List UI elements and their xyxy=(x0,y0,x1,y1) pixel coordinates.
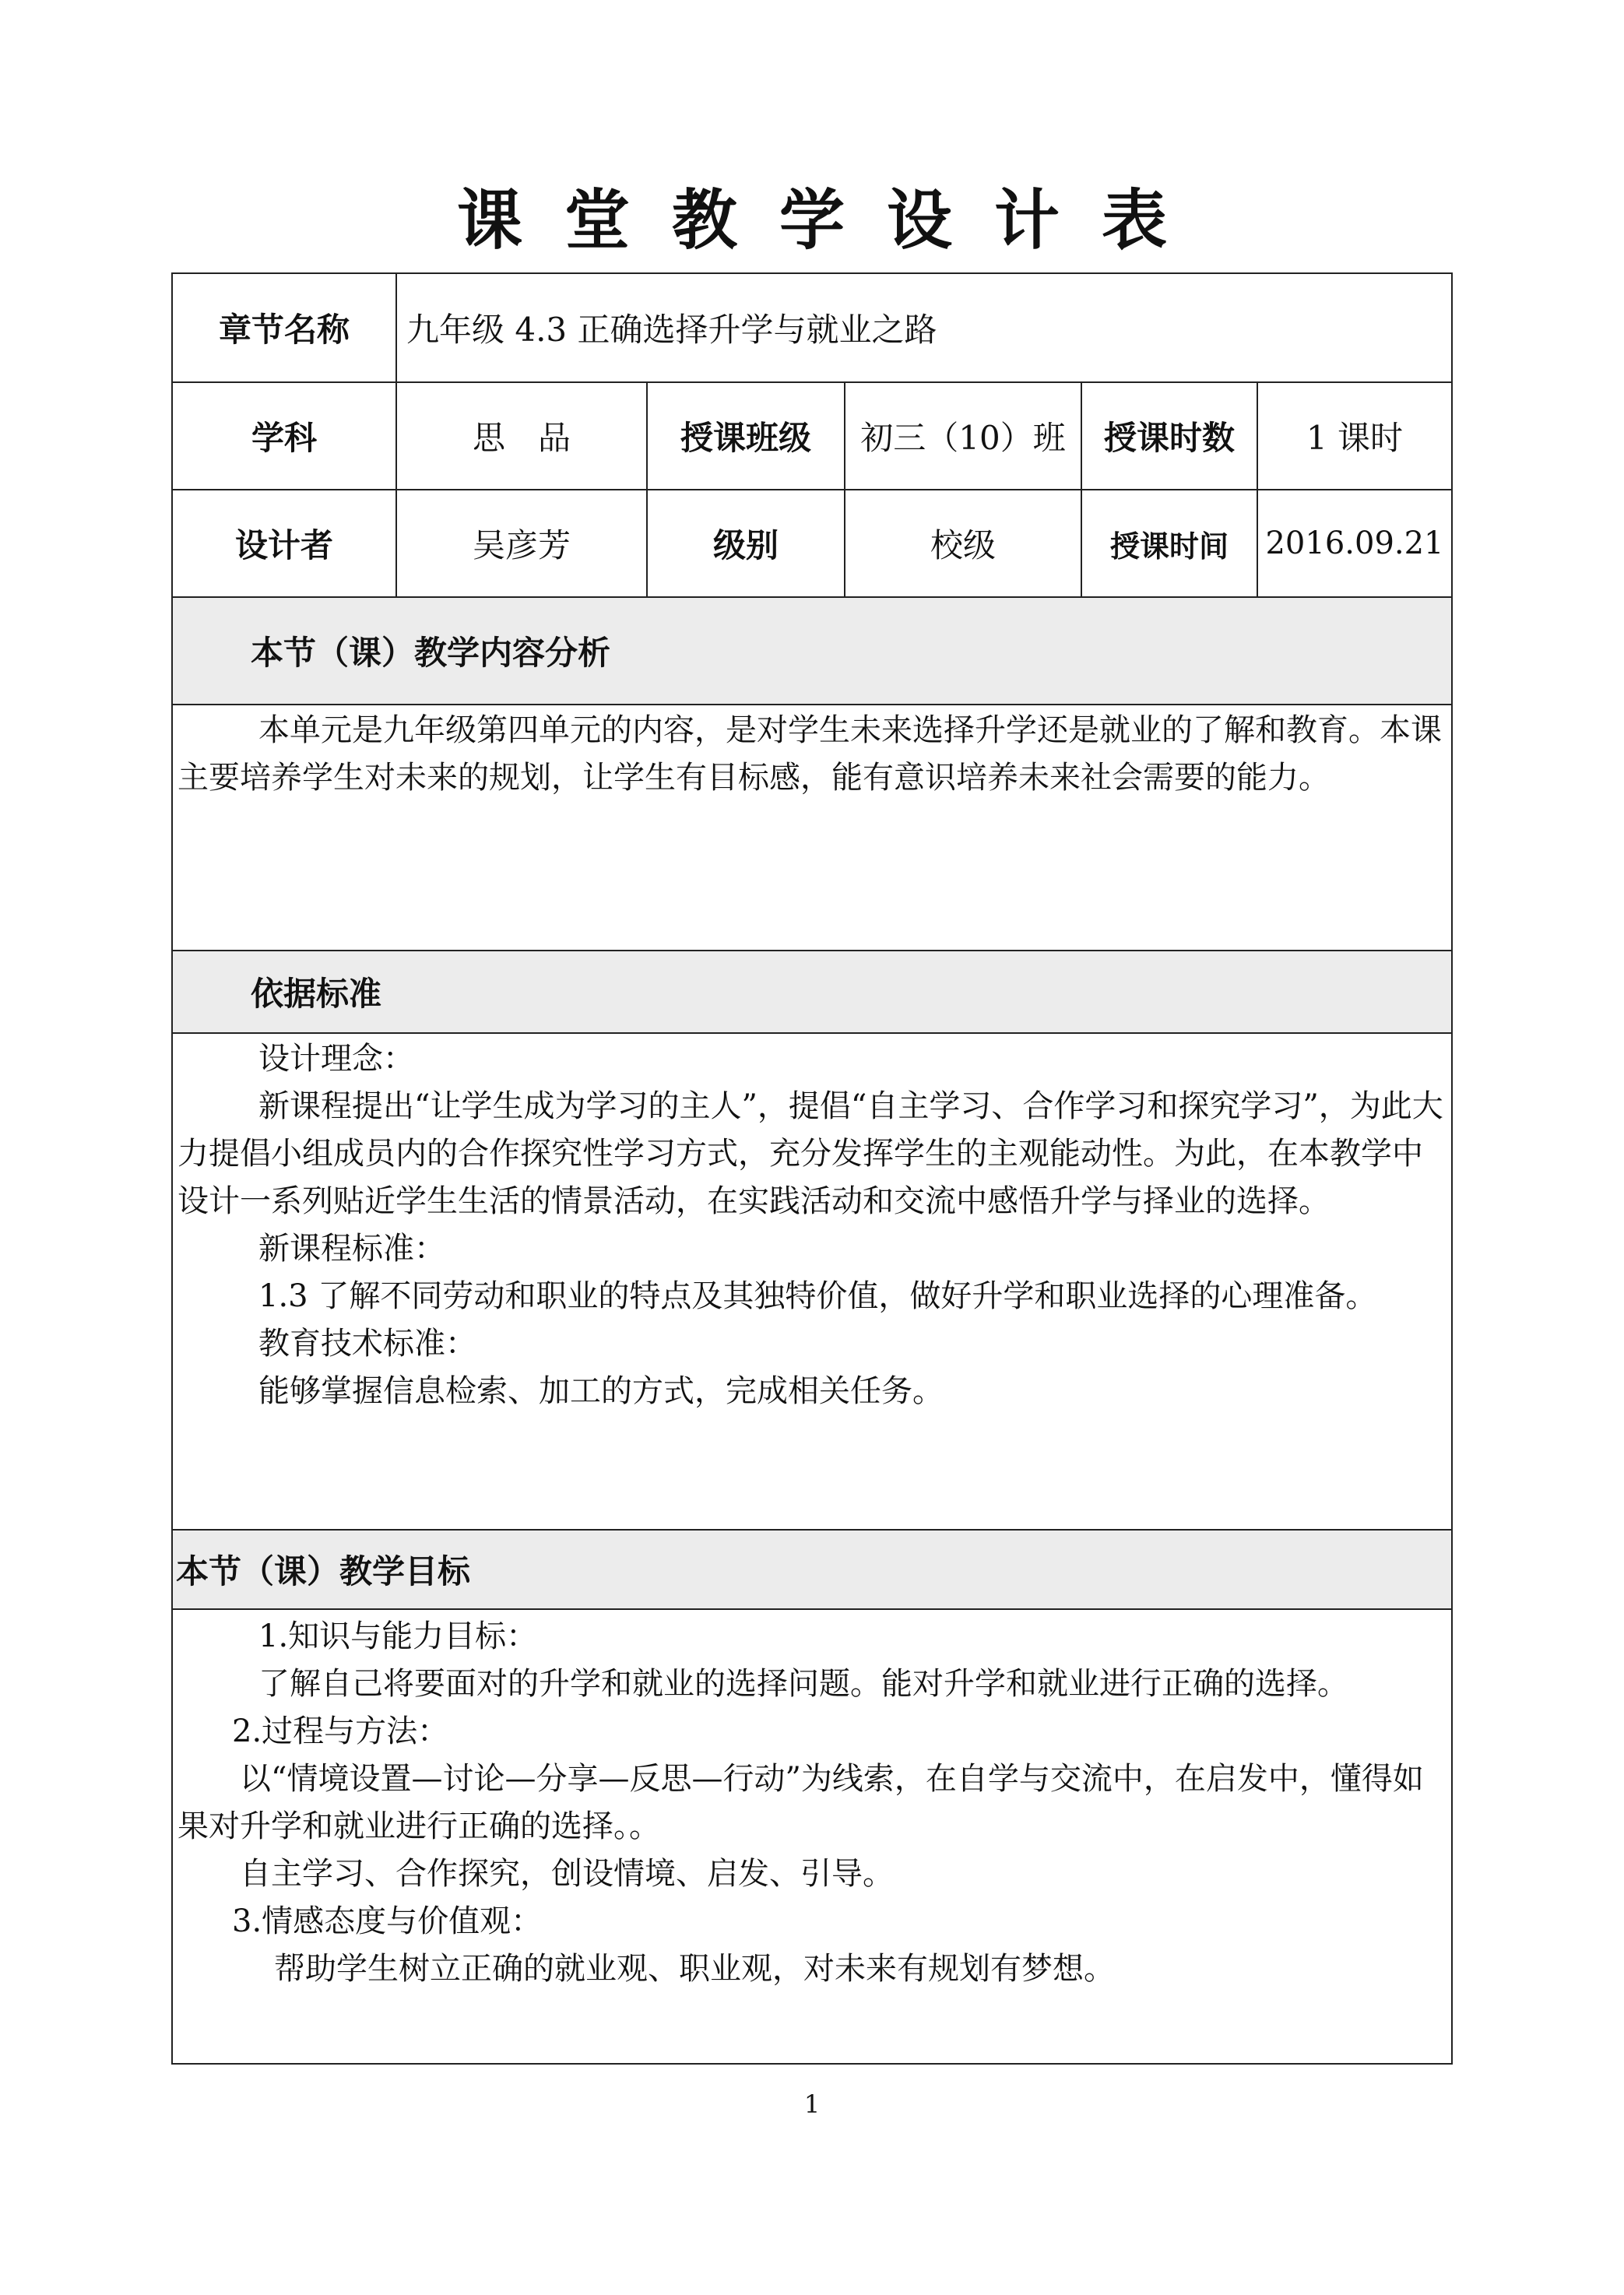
knowledge-text: 了解自己将要面对的升学和就业的选择问题。能对升学和就业进行正确的选择。 xyxy=(258,1666,1348,1702)
design-concept-label: 设计理念： xyxy=(258,1041,414,1077)
class-value: 初三（10）班 xyxy=(860,419,1066,457)
curriculum-text: 1.3 了解不同劳动和职业的特点及其独特价值，做好升学和职业选择的心理准备。 xyxy=(258,1278,1377,1314)
objectives-text xyxy=(178,1613,1451,1993)
tech-label: 教育技术标准： xyxy=(258,1326,476,1362)
time-label: 授课时间 xyxy=(1109,529,1229,564)
hours-value: 1 课时 xyxy=(1306,419,1404,457)
time-value: 2016.09.21 xyxy=(1265,525,1444,561)
class-label: 授课班级 xyxy=(680,419,811,457)
content-analysis-paragraph: 本单元是九年级第四单元的内容，是对学生未来选择升学还是就业的了解和教育。本课主要培养学生对未来的规划，让学生有目标感，能有意识培养未来社会需要的能力。 xyxy=(178,712,1442,796)
level-label: 级别 xyxy=(712,526,779,564)
hours-label: 授课时数 xyxy=(1103,419,1235,457)
attitude-text: 帮助学生树立正确的就业观、职业观，对未来有规划有梦想。 xyxy=(274,1951,1115,1987)
process-text: 以“情境设置—讨论—分享—反思—行动”为线索，在自学与交流中，在启发中，懂得如果对升学和就业进行正确的选择。。 xyxy=(178,1761,1424,1844)
content-analysis-text xyxy=(178,707,1451,802)
process-label: 2.过程与方法： xyxy=(232,1713,449,1749)
chapter-label: 章节名称 xyxy=(218,311,350,349)
subject-value: 思 品 xyxy=(472,419,571,457)
methods-text: 自主学习、合作探究，创设情境、启发、引导。 xyxy=(240,1856,894,1892)
curriculum-label: 新课程标准： xyxy=(258,1231,445,1267)
page-number: 1 xyxy=(803,2089,821,2119)
standards-text xyxy=(178,1035,1451,1415)
design-concept-text: 新课程提出“让学生成为学习的主人”，提倡“自主学习、合作学习和探究学习”，为此大力提倡小组成员内的合作探究性学习方式，充分发挥学生的主观能动性。为此，在本教学中设计一系列贴近学生生活的情景活动，在实践活动和交流中感悟升学与择业的选择。 xyxy=(178,1088,1443,1219)
objectives-heading: 本节（课）教学目标 xyxy=(176,1552,471,1590)
designer-value: 吴彦芳 xyxy=(472,526,571,564)
attitude-label: 3.情感态度与价值观： xyxy=(232,1903,543,1939)
level-value: 校级 xyxy=(930,526,996,564)
tech-text: 能够掌握信息检索、加工的方式，完成相关任务。 xyxy=(258,1373,944,1409)
chapter-value: 九年级 4.3 正确选择升学与就业之路 xyxy=(406,311,937,349)
designer-label: 设计者 xyxy=(234,526,333,564)
subject-label: 学科 xyxy=(251,419,317,457)
knowledge-label: 1.知识与能力目标： xyxy=(258,1618,538,1654)
content-analysis-heading: 本节（课）教学内容分析 xyxy=(251,634,611,672)
page-title: 课堂教学设计表 xyxy=(456,182,1209,258)
standards-heading: 依据标准 xyxy=(251,975,382,1013)
